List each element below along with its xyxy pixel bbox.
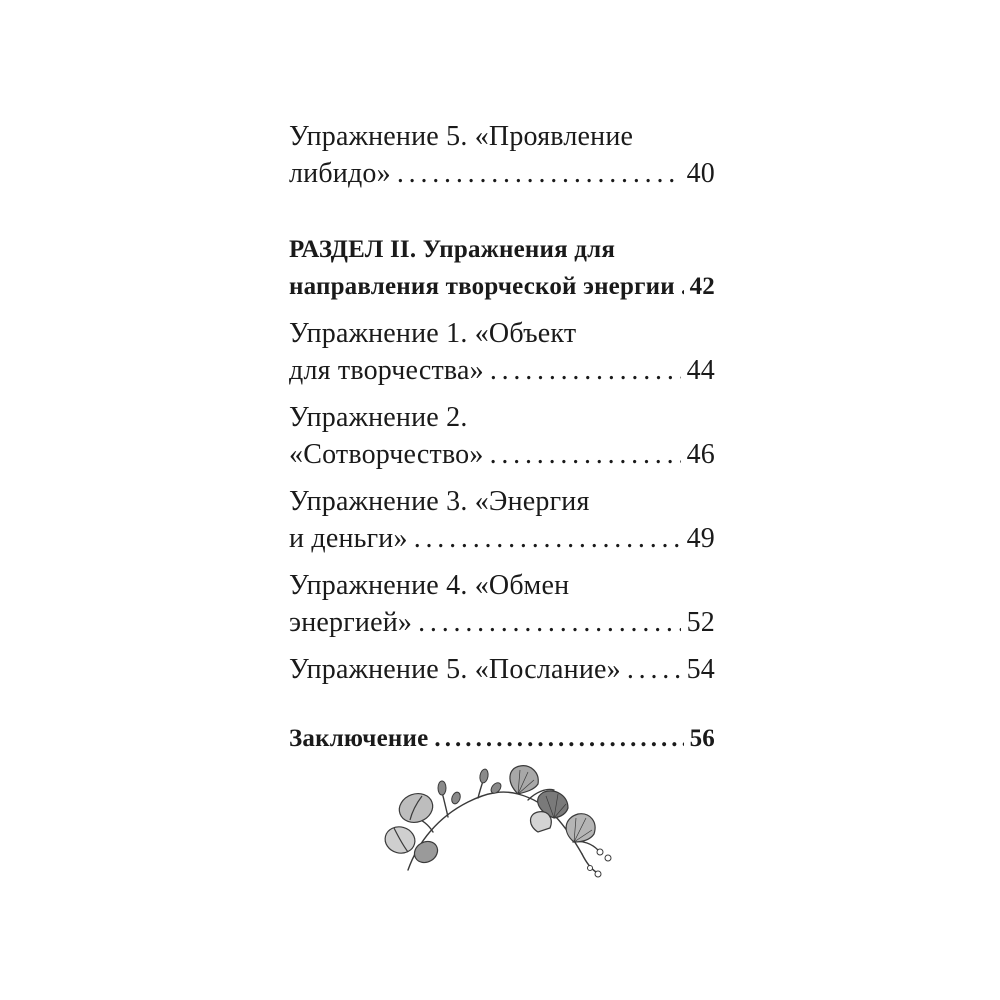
toc-entry-title-line bbox=[289, 231, 715, 268]
dot-leader bbox=[490, 436, 681, 473]
toc-entry-title: Упражнение 5. «Послание» bbox=[289, 654, 621, 685]
toc-entry-exercise-1[interactable] bbox=[289, 315, 715, 389]
toc-entry-title: Упражнение 4. «Обмен bbox=[289, 570, 570, 601]
toc-entry-title: Заключение bbox=[289, 725, 429, 752]
toc-entry-page: 46 bbox=[686, 439, 715, 470]
dot-leader bbox=[414, 520, 681, 557]
toc-entry-title-cont: и деньги» bbox=[289, 523, 408, 554]
table-of-contents bbox=[289, 118, 715, 757]
toc-entry-title-line bbox=[289, 399, 715, 436]
dot-leader bbox=[434, 720, 683, 757]
toc-entry-exercise-5-libido[interactable] bbox=[289, 118, 715, 192]
dot-leader bbox=[418, 604, 680, 641]
toc-entry-title: Упражнение 5. «Проявление bbox=[289, 121, 634, 152]
toc-entry-page: 44 bbox=[686, 355, 715, 386]
toc-entry-title-cont: энергией» bbox=[289, 607, 413, 638]
toc-entry-exercise-4[interactable] bbox=[289, 567, 715, 641]
toc-entry-leader-line bbox=[289, 520, 715, 557]
dot-leader bbox=[681, 268, 684, 305]
toc-entry-leader-line bbox=[289, 651, 715, 688]
toc-entry-title: Упражнение 2. bbox=[289, 402, 468, 433]
toc-entry-title-cont: для творчества» bbox=[289, 355, 484, 386]
toc-entry-title-line bbox=[289, 567, 715, 604]
toc-entry-leader-line bbox=[289, 604, 715, 641]
toc-entry-title-cont: либидо» bbox=[289, 158, 391, 189]
toc-entry-leader-line bbox=[289, 155, 715, 192]
toc-entry-leader-line bbox=[289, 436, 715, 473]
dot-leader bbox=[490, 352, 681, 389]
toc-entry-title: Упражнение 1. «Объект bbox=[289, 318, 577, 349]
toc-entry-title-line bbox=[289, 315, 715, 352]
toc-entry-page: 42 bbox=[689, 273, 715, 300]
toc-entry-exercise-2[interactable] bbox=[289, 399, 715, 473]
toc-entry-title-cont: «Сотворчество» bbox=[289, 439, 484, 470]
toc-entry-leader-line bbox=[289, 352, 715, 389]
toc-entry-page: 52 bbox=[686, 607, 715, 638]
toc-entry-section-2[interactable] bbox=[289, 231, 715, 305]
toc-entry-page: 56 bbox=[689, 725, 715, 752]
toc-entry-page: 54 bbox=[686, 654, 715, 685]
toc-entry-title-cont: направления творческой энергии bbox=[289, 273, 675, 300]
toc-entry-title: РАЗДЕЛ II. Упражнения для bbox=[289, 236, 616, 263]
toc-entry-page: 49 bbox=[686, 523, 715, 554]
toc-entry-leader-line bbox=[289, 268, 715, 305]
toc-entry-leader-line bbox=[289, 720, 715, 757]
toc-entry-exercise-3[interactable] bbox=[289, 483, 715, 557]
toc-entry-title-line bbox=[289, 483, 715, 520]
toc-entry-title-line bbox=[289, 118, 715, 155]
toc-entry-conclusion[interactable] bbox=[289, 720, 715, 757]
floral-ginkgo-branch-icon bbox=[378, 762, 628, 882]
dot-leader bbox=[627, 651, 681, 688]
toc-entry-exercise-5-message[interactable] bbox=[289, 651, 715, 688]
dot-leader bbox=[397, 155, 681, 192]
toc-entry-page: 40 bbox=[686, 158, 715, 189]
toc-entry-title: Упражнение 3. «Энергия bbox=[289, 486, 590, 517]
